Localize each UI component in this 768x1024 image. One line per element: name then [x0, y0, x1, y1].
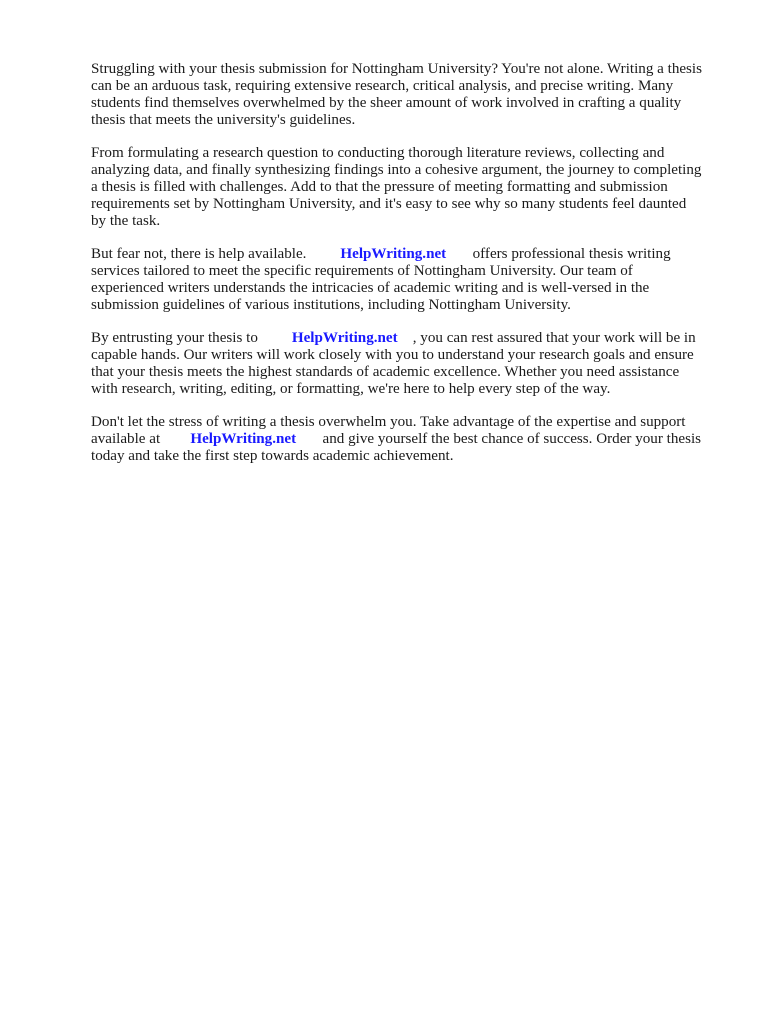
text-line: today and take the first step towards academic achievement.: [91, 448, 454, 464]
text-segment: But fear not, there is help available.: [91, 246, 307, 262]
paragraph-conclusion: [91, 414, 731, 465]
text-line: by the task.: [91, 213, 161, 229]
paragraph-intro: [91, 61, 731, 129]
helpwriting-link[interactable]: HelpWriting.net: [291, 330, 398, 346]
text-line: can be an arduous task, requiring extensive research, critical analysis, and precise writing. Many: [91, 78, 674, 94]
text-line: [91, 330, 731, 347]
text-line: that your thesis meets the highest standards of academic excellence. Whether you need assistance: [91, 364, 680, 380]
text-line: with research, writing, editing, or formatting, we're here to help every step of the way.: [91, 381, 611, 397]
helpwriting-link[interactable]: HelpWriting.net: [190, 431, 297, 447]
text-line: thesis that meets the university's guidelines.: [91, 112, 356, 128]
paragraph-help-available: [91, 246, 731, 314]
text-line: analyzing data, and finally synthesizing findings into a cohesive argument, the journey to completing: [91, 162, 702, 178]
text-segment: offers professional thesis writing: [472, 246, 671, 262]
text-segment: available at: [91, 431, 161, 447]
text-segment: By entrusting your thesis to: [91, 330, 258, 346]
text-line: capable hands. Our writers will work closely with you to understand your research goals and ensure: [91, 347, 694, 363]
text-line: experienced writers understands the intricacies of academic writing and is well-versed in the: [91, 280, 650, 296]
paragraph-challenges: [91, 145, 731, 230]
text-line: students find themselves overwhelmed by the sheer amount of work involved in crafting a quality: [91, 95, 682, 111]
text-line: From formulating a research question to conducting thorough literature reviews, collecting and: [91, 145, 665, 161]
text-line: Don't let the stress of writing a thesis overwhelm you. Take advantage of the expertise and support: [91, 414, 686, 430]
text-line: a thesis is filled with challenges. Add to that the pressure of meeting formatting and submission: [91, 179, 668, 195]
document-page: [91, 61, 731, 481]
text-line: submission guidelines of various institutions, including Nottingham University.: [91, 297, 571, 313]
text-line: [91, 431, 731, 448]
text-segment: and give yourself the best chance of success. Order your thesis: [322, 431, 702, 447]
text-line: services tailored to meet the specific requirements of Nottingham University. Our team of: [91, 263, 633, 279]
paragraph-entrusting: [91, 330, 731, 398]
text-line: [91, 246, 731, 263]
text-segment: , you can rest assured that your work will be in: [412, 330, 696, 346]
text-line: Struggling with your thesis submission for Nottingham University? You're not alone. Writing a thesis: [91, 61, 703, 77]
helpwriting-link[interactable]: HelpWriting.net: [340, 246, 447, 262]
text-line: requirements set by Nottingham University, and it's easy to see why so many students feel daunted: [91, 196, 687, 212]
